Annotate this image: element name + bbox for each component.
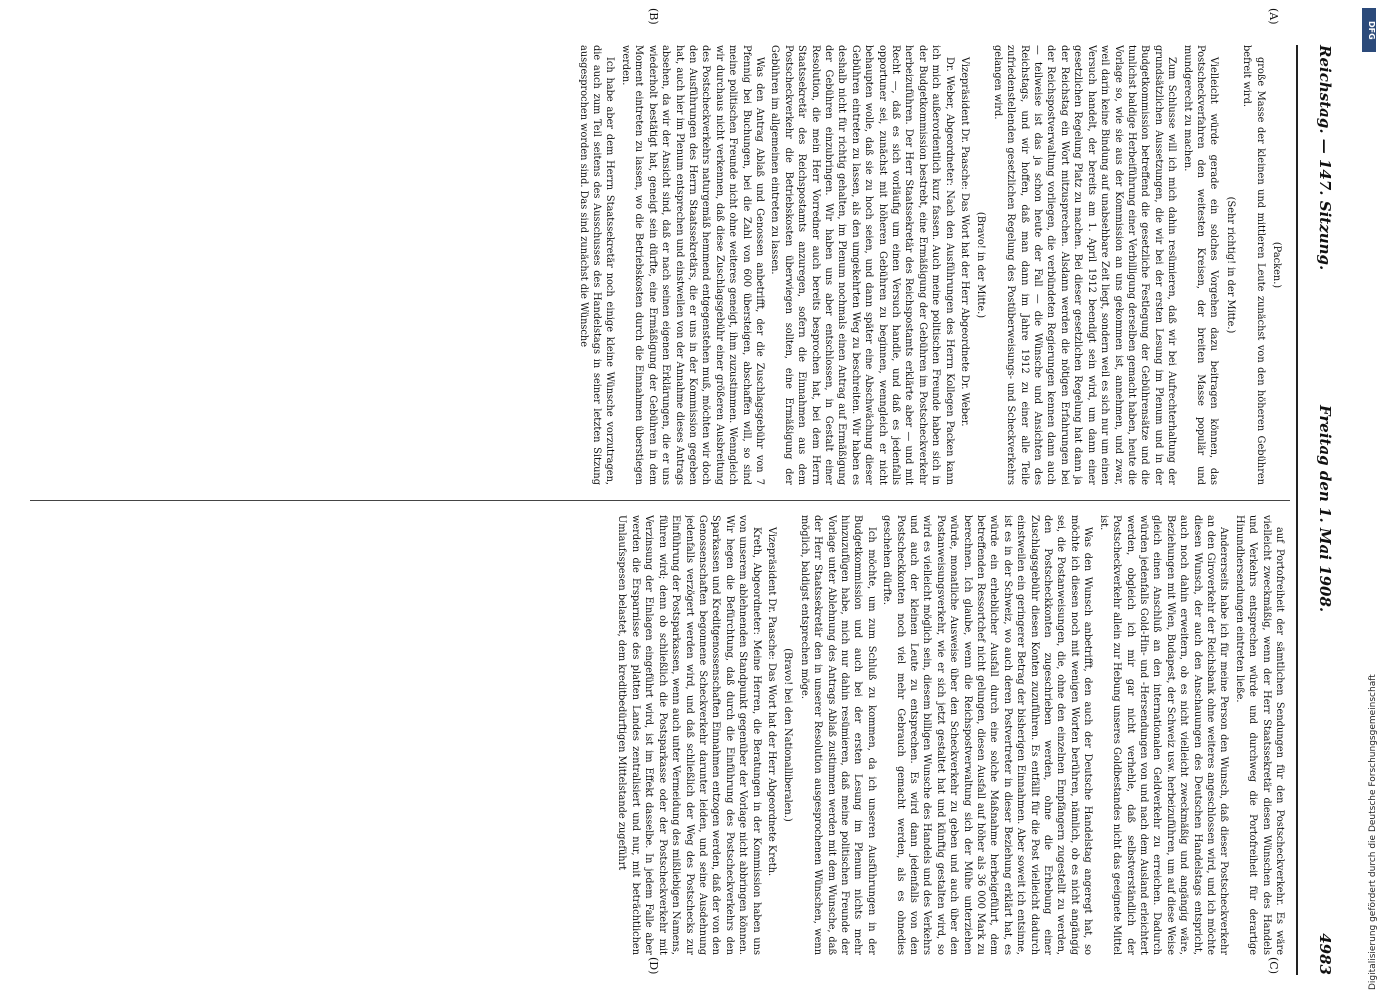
paragraph: Dr. Weber, Abgeordneter: Nach den Ausführungen des Herrn Kollegen Packen kann ich mich außerordentlich kurz fassen. Auch meine politischen Freunde haben sich in der Budgetkommission bestrebt, eine Ermäßigung der Gebühren im Postscheckverkehr herbeizuführen. Der Herr Staatssekretär des Reichspostamts erklärte aber — und mit Recht —, daß es sich vorläufig um einen Versuch handle, und daß es jedenfalls opportuner sei, zunächst mit höheren Gebühren zu beginnen, wenngleich er nicht behaupten wolle, daß sie zu hoch seien, und dann später eine Abschwächung dieser Gebühren eintreten zu lassen, als den umgekehrten Weg zu beschreiten. Wir haben es deshalb nicht für richtig gehalten, im Plenum nochmals einen Antrag auf Ermäßigung der Gebühren einzubringen. Wir haben uns aber entschlossen, in Gestalt einer Resolution, die mein Herr Vorredner auch bereits besprochen hat, bei dem Herrn Staatssekretär des Reichspostamts anzuregen, sofern die Einnahmen aus dem Postscheckverkehr die Betriebskosten überwiegen sollten, eine Ermäßigung der Gebühren im allgemeinen eintreten zu lassen.: [769, 45, 955, 485]
paragraph: Andererseits habe ich für meine Person den Wunsch, daß dieser Postscheckverkehr an den Giroverkehr der Reichsbank ohne weiteres angeschlossen wird, und ich möchte diesen Wunsch, der auch den Anschauungen des Deutschen Handelstags entspricht, auch noch dahin erweitern, ob es nicht vielleicht zweckmäßig und angängig wäre, Beziehungen mit Wien, Budapest, der Schweiz usw. herbeizuführen, um auf diese Weise gleich einen Anschluß an den internationalen Geldverkehr zu erreichen. Dadurch würden jedenfalls Gold-Hin- und -Hersendungen von und nach dem Ausland erleichtert werden, obgleich ich mir gar nicht verhehle, daß selbstverständlich der Postscheckverkehr allein zur Hebung unseres Goldbestandes nicht das geeignete Mittel ist.: [1097, 515, 1230, 955]
paragraph: Ich habe aber dem Herrn Staatssekretär noch einige kleine Wünsche vorzutragen, die auch zum Teil seitens des Ausschusses des Handelstags in seiner letzten Sitzung ausgesprochen worden sind. Das sind zunächst die Wünsche: [577, 45, 616, 485]
dfg-logo: DFG: [1362, 8, 1376, 52]
paragraph: Vielleicht würde gerade ein solches Vorgehen dazu beitragen können, das Postscheckverfahren den weitesten Kreisen, der breiten Masse populär und mundgerecht zu machen.: [1181, 45, 1220, 485]
paragraph: Ich möchte, um zum Schluß zu kommen, da ich unseren Ausführungen in der Budgetkommission und auch bei der ersten Lesung im Plenum nichts mehr hinzuzufügen habe, mich nur dahin resümieren, daß meine politischen Freunde der Vorlage unter Ablehnung des Antrags Ablaß zustimmen werden mit dem Wunsche, daß der Herr Staatssekretär den in unserer Resolution ausgesprochenen Wünschen, wenn möglich, baldigst entsprechen möge.: [798, 515, 877, 955]
paragraph: auf Portofreiheit der sämtlichen Sendungen für den Postscheckverkehr. Es wäre vielleicht zweckmäßig, wenn der Herr Staatssekretär diesen Wünschen des Handels und Verkehrs entsprechen würde und durchweg die Portofreiheit für derartige Hinundhersendungen eintreten ließe.: [1233, 515, 1285, 955]
margin-marker-b: (B): [647, 8, 660, 25]
header-date: Freitag den 1. Mai 1908.: [1316, 405, 1334, 613]
margin-marker-d: (D): [647, 957, 660, 975]
remark-line: (Sehr richtig! in der Mitte.): [1224, 196, 1236, 334]
margin-marker-a: (A): [1267, 8, 1280, 25]
paragraph: Vizepräsident Dr. Paasche: Das Wort hat der Herr Abgeordnete Dr. Weber.: [959, 57, 971, 427]
remark-line: (Packen.): [1271, 241, 1282, 289]
header-session: Reichstag. — 147. Sitzung.: [1316, 45, 1334, 271]
page-header: [1302, 45, 1342, 975]
paragraph: Kreth, Abgeordneter: Meine Herren, die Beratungen in der Kommission haben uns von unserem ablehnenden Standpunkt gegenüber der Vorlage nicht abbringen können. Wir hegen die Befürchtung, daß durch die Einführung des Postscheckverkehrs den Sparkassen und Kreditgenossenschaften Einnahmen entzogen werden, daß der von den Genossenschaften begonnene Scheckverkehr darunter leiden, und seine Ausdehnung jedenfalls verzögert werden wird, und daß schließlich der Weg des Postschecks zur Einführung der Postsparkassen, wenn auch unter Vermeidung des mißliebigen Namens, führen wird; denn ob schließlich die Postsparkasse oder der Postscheckverkehr mit Verzinsung der Einlagen eingeführt wird, ist im Effekt dasselbe. In jedem Falle aber werden die Ersparnisse des platten Landes zentralisiert und nur, mit beträchtlichen Umlaufsspesen belastet, dem kreditbedürftigen Mittelstande zugeführt: [616, 515, 762, 955]
paragraph: große Masse der kleinen und mittleren Leute zunächst von den höheren Gebühren befreit wird.: [1241, 45, 1266, 485]
left-column: [56, 45, 1286, 485]
column-divider: [30, 500, 1290, 501]
right-column: [56, 515, 1286, 955]
paragraph: Zum Schlusse will ich mich dahin resümieren, daß wir bei Aufrechterhaltung der grundsätzlichen Aussetzungen, die wir bei der ersten Lesung im Plenum und in der Budgetkommission betreffend die gesetzliche Festlegung der Gebührensätze und die tunlichst baldige Herbeiführung einer Verbilligung derselben gemacht haben, heute die Vorlage so, wie sie aus der Kommission an uns gekommen ist, annehmen, und zwar, weil darin keine Bindung auf unabsehbare Zeit liegt, sondern weil es sich nur um einen Versuch handelt, der bereits am 1. April 1912 beendigt sein wird, um dann einer gesetzlichen Regelung Platz zu machen. Bei dieser gesetzlichen Regelung hat dann ja der Reichstag ein Wort mitzusprechen. Alsdann werden die nötigen Erfahrungen bei der Reichspostverwaltung vorliegen, die verbündeten Regierungen kennen dann auch — teilweise ist das ja schon heute der Fall — die Wünsche und Ansichten des Reichstags, und wir hoffen, daß man dann im Jahre 1912 zu einer alle Teile zufriedenstellenden gesetzlichen Regelung des Postüberweisungs- und Scheckverkehrs gelangen wird.: [991, 45, 1178, 485]
page-number: 4983: [1316, 933, 1334, 975]
margin-marker-c: (C): [1267, 957, 1280, 974]
remark-line: (Bravo! in der Mitte.): [975, 211, 987, 319]
remark-line: (Bravo! bei den Nationalliberalen.): [782, 648, 794, 822]
paragraph: Was den Antrag Ablaß und Genossen anbetrifft, der die Zuschlagsgebühr von 7 Pfennig bei Buchungen, bei die Zahl von 600 übersteigen, abschaffen will, so sind meine politischen Freunde nicht ohne weiteres geneigt, ihm zuzustimmen. Wenngleich wir durchaus nicht verkennen, daß diese Zuschlagsgebühr einer größeren Ausbreitung des Postscheckverkehrs naturgemäß hemmend entgegenstehen muß, möchten wir doch den Ausführungen des Herrn Staatssekretärs, die er uns in der Kommission gegeben hat, auch hier im Plenum entsprechen und einstweilen von der Annahme dieses Antrags absehen, da wir der Ansicht sind, daß er nach seinen eigenen Erklärungen, die er uns wiederholt bestätigt hat, geneigt sein dürfte, eine Ermäßigung der Gebühren in dem Moment eintreten zu lassen, wo die Betriebskosten durch die Einnahmen überstiegen werden.: [619, 45, 765, 485]
digitization-note: Digitalisierung gefördert durch die Deutsche Forschungsgemeinschaft: [1368, 674, 1378, 990]
paragraph: Was den Wunsch anbetrifft, den auch der Deutsche Handelstag angeregt hat, so möchte ich diesen noch mit wenigen Worten berühren, nämlich, ob es nicht angängig sei, die Postanweisungen, die, ohne den einzelnen Empfängern zugestellt zu werden, den Postscheckkonten zugeschrieben werden, ohne die Erhebung einer Zuschlagsgebühr diesen Konten zuzuführen. Es entfällt für die Post vielleicht dadurch einstweilen ein geringerer Betrag der bisherigen Einnahmen. Aber soweit ich entsinne, ist es in der Schweiz, wo auch deren Postvertreter in dieser Beziehung erklärt hat, es würde ein erheblicher Ausfall durch eine solche Maßnahme herbeigeführt, dem betreffenden Ressortchef nicht gelungen, diesen Ausfall auf höher als 36 000 Mark zu berechnen. Ich glaube, wenn die Reichspostverwaltung sich der Mühe unterziehen würde, monatliche Ausweise über den Scheckverkehr zu geben und auch über den Postanweisungsverkehr, wie er sich jetzt gestaltet hat und künftig gestalten wird, so wird es vielleicht möglich sein, diesem billigen Wunsche des Handels und des Verkehrs und auch der kleinen Leute zu entsprechen. Es wird dann jedenfalls von den Postscheckkonten noch viel mehr Gebrauch gemacht werden, als es ohnedies geschehen dürfte.: [881, 515, 1094, 955]
paragraph: Vizepräsident Dr. Paasche: Das Wort hat der Herr Abgeordnete Kreth.: [765, 527, 777, 877]
header-rule: [1296, 45, 1298, 975]
